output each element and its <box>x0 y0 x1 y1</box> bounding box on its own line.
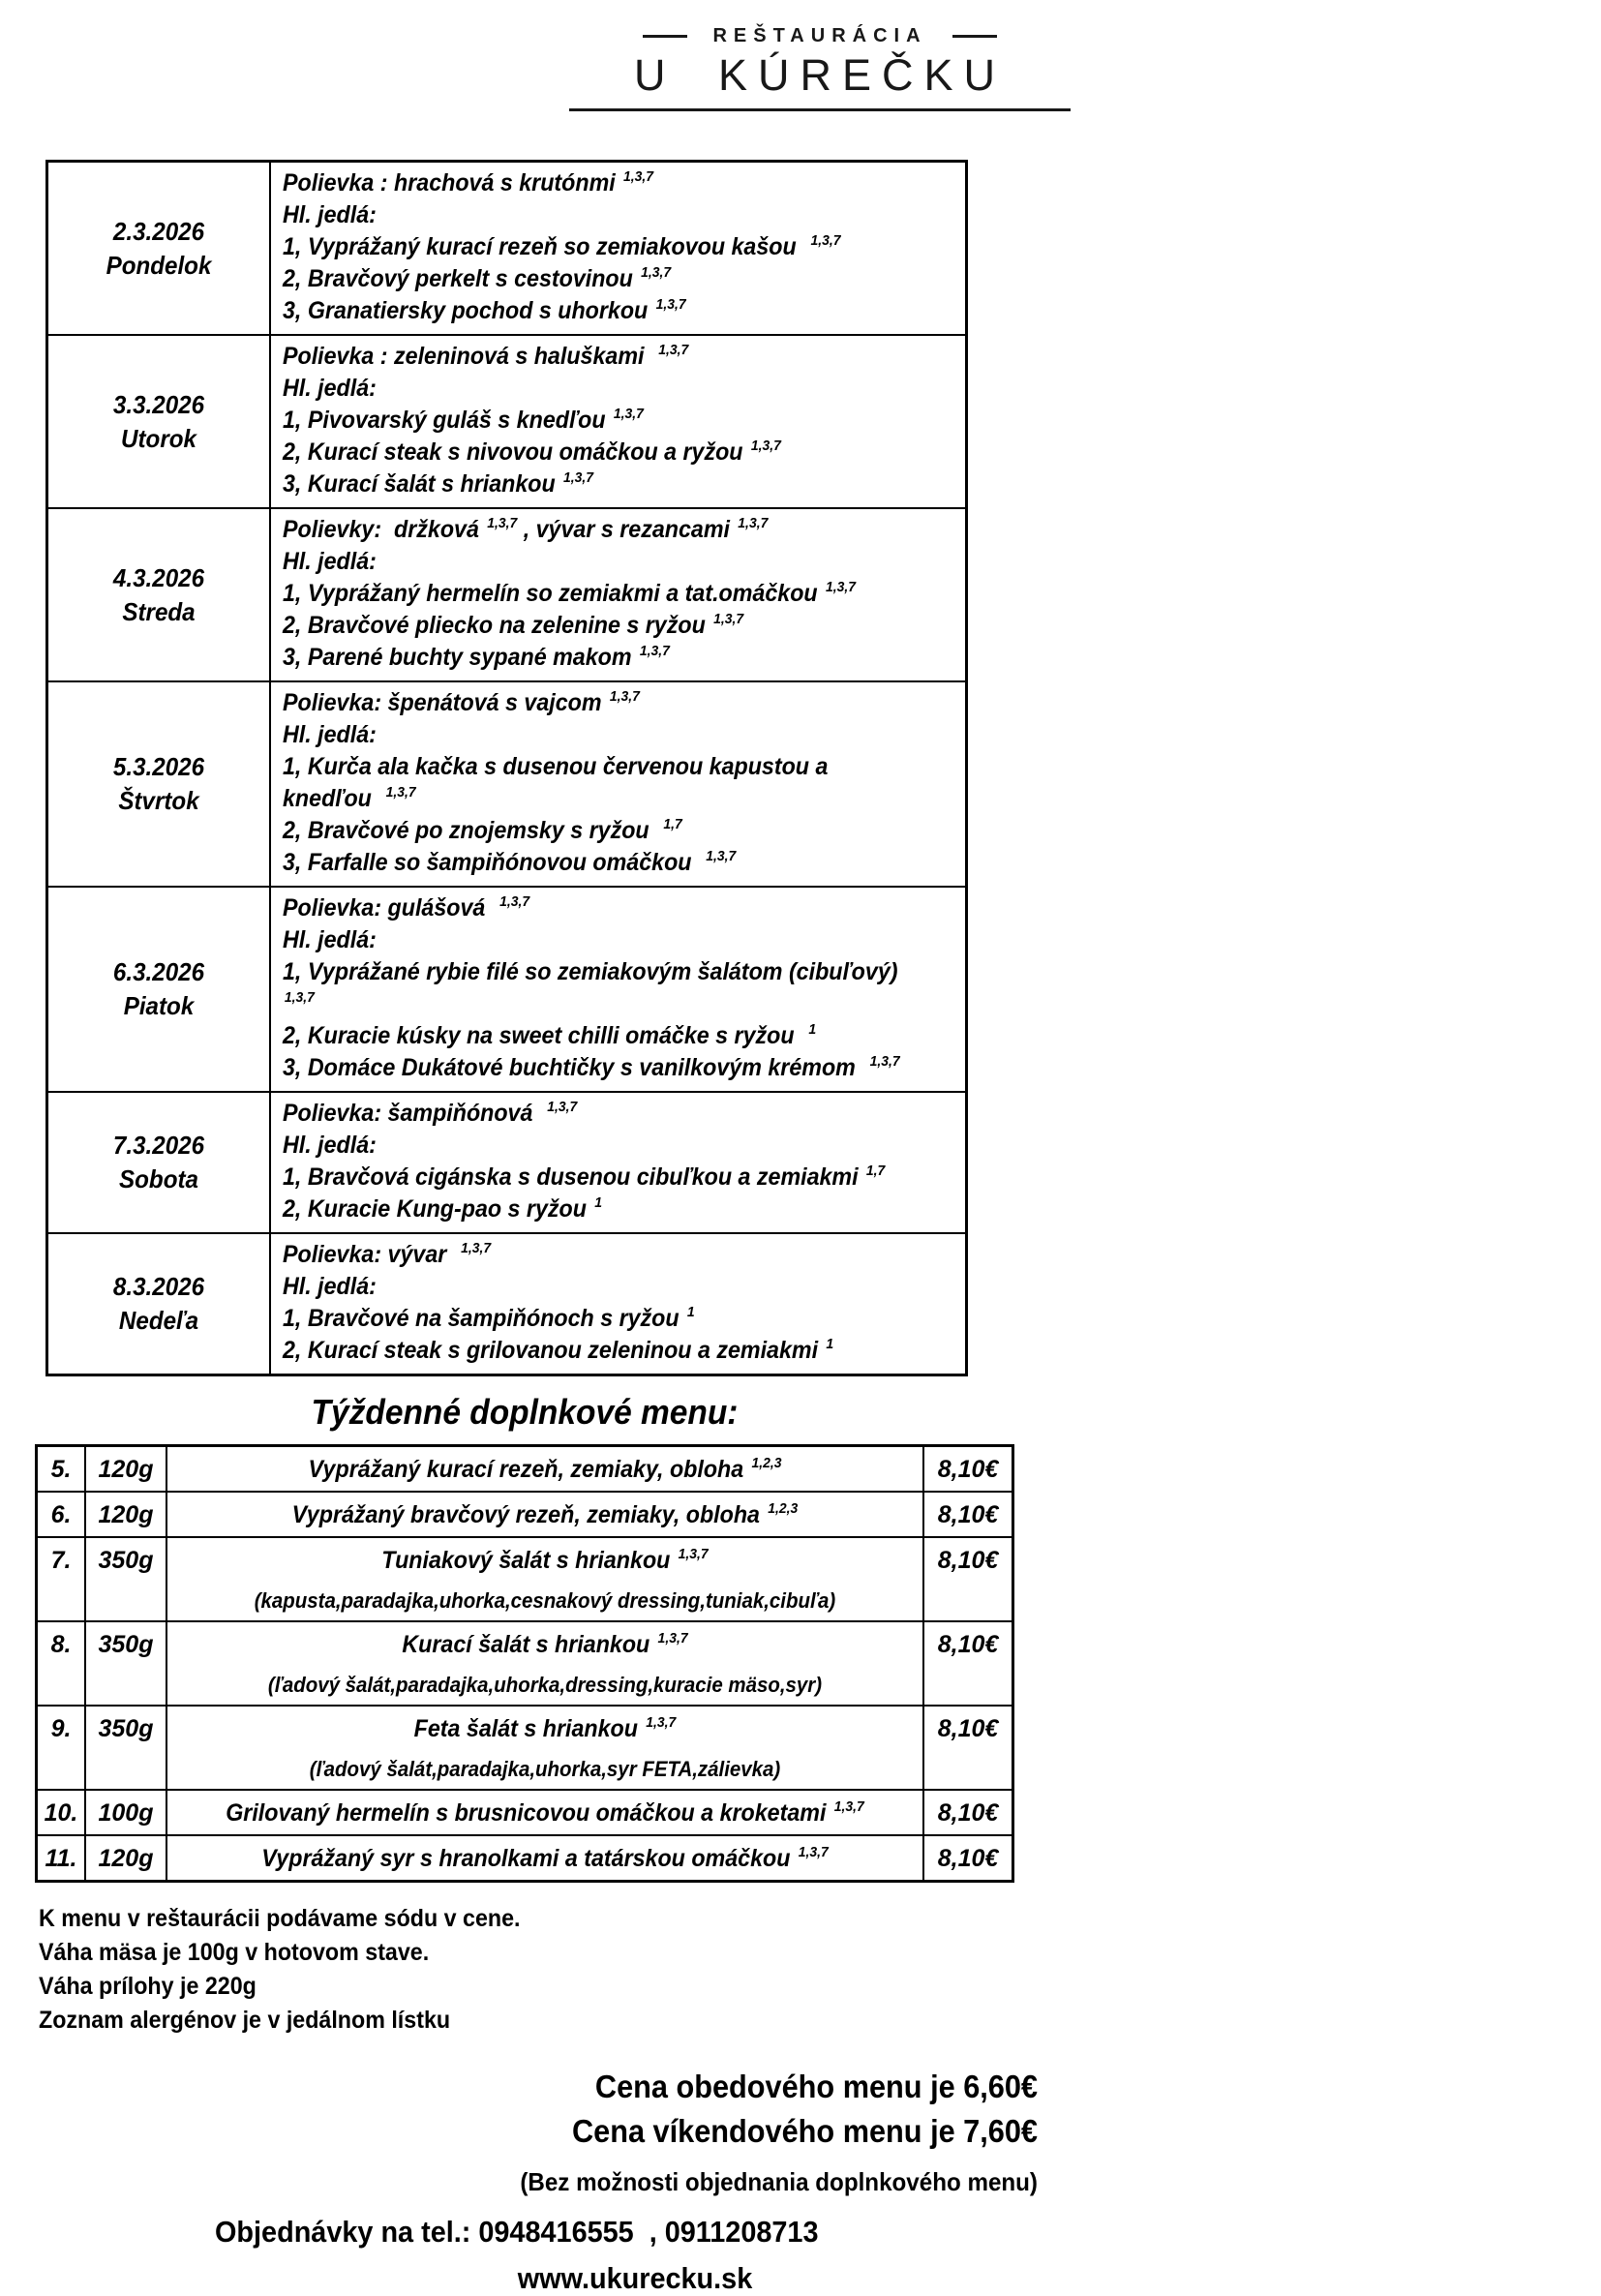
allergen-superscript: 1,3,7 <box>706 847 737 864</box>
allergen-superscript: 1,3,7 <box>869 1052 900 1070</box>
date-label: 2.3.2026 <box>112 216 205 246</box>
allergen-superscript: 1,3,7 <box>810 231 841 249</box>
supplement-row <box>37 1446 1013 1493</box>
allergen-superscript: 1,2,3 <box>768 1499 799 1517</box>
menu-line <box>283 956 910 1020</box>
item-weight: 350g <box>85 1621 166 1706</box>
dish-text: Polievka: gulášová <box>283 894 498 921</box>
day-cell-inner <box>57 388 260 456</box>
allergen-superscript: 1,3,7 <box>738 514 769 531</box>
item-weight: 120g <box>85 1492 166 1537</box>
weekday-label: Nedeľa <box>118 1306 199 1335</box>
week-day-row <box>47 162 967 336</box>
allergen-superscript: 1,3,7 <box>385 783 416 801</box>
item-price: 8,10€ <box>923 1492 1013 1537</box>
lunch-menu-price: Cena obedového menu je 6,60€ <box>594 2069 1038 2104</box>
menu-cell <box>270 1092 967 1233</box>
supplement-row <box>37 1492 1013 1537</box>
dish-text: Hl. jedlá: <box>283 1132 377 1159</box>
menu-line <box>283 847 910 879</box>
supplement-row <box>37 1706 1013 1790</box>
menu-line <box>283 1193 910 1225</box>
dish-text: 1, Pivovarský guláš s knedľou <box>283 407 613 434</box>
item-dish <box>166 1446 923 1493</box>
item-number: 5. <box>37 1446 86 1493</box>
day-cell <box>47 1092 271 1233</box>
day-cell-inner <box>57 1270 260 1338</box>
note-allergens: Zoznam alergénov je v jedálnom lístku <box>39 2007 451 2034</box>
allergen-superscript: 1,7 <box>663 815 682 832</box>
week-day-row <box>47 887 967 1092</box>
day-cell <box>47 681 271 887</box>
dish-text: Hl. jedlá: <box>283 1273 377 1300</box>
menu-line <box>283 1130 910 1162</box>
dish-text: Grilovaný hermelín s brusnicovou omáčkou a kroketami <box>226 1799 832 1827</box>
week-day-row <box>47 508 967 681</box>
dish-text: 2, Kurací steak s grilovanou zeleninou a zemiakmi <box>283 1337 825 1364</box>
dish-text: 3, Parené buchty sypané makom <box>283 644 638 671</box>
dish-line <box>199 1456 891 1484</box>
item-number: 10. <box>37 1790 86 1835</box>
pricing-block <box>0 2065 1038 2197</box>
allergen-superscript: 1,3,7 <box>609 687 640 705</box>
dish-text: Vyprážaný bravčový rezeň, zemiaky, obloha <box>291 1501 767 1528</box>
note-side-weight: Váha prílohy je 220g <box>39 1973 257 2000</box>
menu-line <box>283 1239 910 1271</box>
menu-line <box>283 468 910 500</box>
weekday-label: Piatok <box>123 991 195 1020</box>
dish-text: Polievky: držková <box>283 516 486 543</box>
menu-line <box>283 263 910 295</box>
dish-line <box>199 1547 891 1575</box>
supplement-restriction-note: (Bez možnosti objednania doplnkového menu) <box>520 2167 1038 2196</box>
week-day-row <box>47 1233 967 1375</box>
dish-text: Polievka : hrachová s krutónmi <box>283 169 622 196</box>
dish-text: Hl. jedlá: <box>283 548 377 575</box>
item-price: 8,10€ <box>923 1706 1013 1790</box>
item-number: 6. <box>37 1492 86 1537</box>
dish-ingredients: (ľadový šalát,paradajka,uhorka,dressing,kuracie mäso,syr) <box>267 1673 823 1697</box>
date-label: 8.3.2026 <box>112 1272 205 1301</box>
date-label: 7.3.2026 <box>112 1131 205 1160</box>
menu-line <box>283 578 910 610</box>
menu-line <box>283 687 910 719</box>
supplement-menu-table <box>35 1444 1014 1883</box>
dish-text: 3, Farfalle so šampiňónovou omáčkou <box>283 849 705 876</box>
allergen-superscript: 1,3,7 <box>750 437 781 454</box>
menu-cell <box>270 1233 967 1375</box>
dish-text: , vývar s rezancami <box>517 516 737 543</box>
date-label: 3.3.2026 <box>112 389 205 419</box>
dish-text: 2, Bravčové pliecko na zelenine s ryžou <box>283 612 712 639</box>
menu-line <box>283 199 910 231</box>
dish-text: Feta šalát s hriankou <box>413 1715 645 1742</box>
item-dish <box>166 1621 923 1706</box>
supplement-row <box>37 1790 1013 1835</box>
menu-line <box>283 1098 910 1130</box>
allergen-superscript: 1,3,7 <box>284 988 315 1006</box>
menu-line <box>283 1271 910 1303</box>
allergen-superscript: 1,3,7 <box>657 1629 688 1646</box>
item-dish <box>166 1835 923 1882</box>
dish-text: Vyprážaný kurací rezeň, zemiaky, obloha <box>308 1456 750 1483</box>
menu-cell <box>270 162 967 336</box>
dish-text: Polievka : zeleninová s haluškami <box>283 343 657 370</box>
allergen-superscript: 1,3,7 <box>613 405 644 422</box>
dish-ingredients: (kapusta,paradajka,uhorka,cesnakový dressing,tuniak,cibuľa) <box>254 1588 836 1613</box>
allergen-superscript: 1,3,7 <box>658 341 689 358</box>
weekday-label: Utorok <box>121 423 196 453</box>
weekend-menu-price: Cena víkendového menu je 7,60€ <box>571 2113 1038 2149</box>
menu-line <box>283 405 910 437</box>
day-cell <box>47 335 271 508</box>
dish-text: Hl. jedlá: <box>283 201 377 228</box>
item-price: 8,10€ <box>923 1621 1013 1706</box>
allergen-superscript: 1,3,7 <box>641 263 672 281</box>
allergen-superscript: 1,3,7 <box>678 1545 709 1562</box>
week-day-row <box>47 1092 967 1233</box>
day-cell-inner <box>57 1129 260 1196</box>
dish-text: 2, Bravčové po znojemsky s ryžou <box>283 817 662 844</box>
menu-line <box>283 924 910 956</box>
dish-text: Polievka: vývar <box>283 1241 460 1268</box>
orders-phone-line: Objednávky na tel.: 0948416555 , 0911208713 <box>215 2215 819 2249</box>
allergen-superscript: 1,3,7 <box>798 1843 829 1860</box>
menu-cell <box>270 681 967 887</box>
logo-left-rule <box>643 35 687 38</box>
allergen-superscript: 1,3,7 <box>825 578 856 595</box>
allergen-superscript: 1 <box>808 1020 817 1038</box>
restaurant-type-label: REŠTAURÁCIA <box>712 25 927 46</box>
dish-text: 3, Kurací šalát s hriankou <box>283 470 562 498</box>
menu-line <box>283 892 910 924</box>
dish-text: 1, Vyprážané rybie filé so zemiakovým šalátom (cibuľový) <box>283 958 911 985</box>
day-cell-inner <box>57 750 260 818</box>
menu-line <box>283 815 910 847</box>
menu-line <box>283 167 910 199</box>
item-price: 8,10€ <box>923 1835 1013 1882</box>
menu-line <box>283 295 910 327</box>
dish-text: 3, Granatiersky pochod s uhorkou <box>283 297 654 324</box>
item-weight: 350g <box>85 1706 166 1790</box>
allergen-superscript: 1,3,7 <box>713 610 744 627</box>
weekly-menu-body <box>47 162 967 1375</box>
dish-text: 1, Kurča ala kačka s dusenou červenou kapustou a knedľou <box>283 753 834 812</box>
note-soda: K menu v reštaurácii podávame sódu v cene. <box>39 1905 521 1932</box>
allergen-superscript: 1,7 <box>865 1162 886 1179</box>
restaurant-logo <box>569 25 1071 111</box>
dish-text: 2, Kuracie kúsky na sweet chilli omáčke s ryžou <box>283 1022 807 1049</box>
weekday-label: Streda <box>122 596 196 626</box>
dish-text: Polievka: špenátová s vajcom <box>283 689 608 716</box>
menu-line <box>283 1162 910 1193</box>
menu-line <box>283 642 910 674</box>
dish-text: 1, Vyprážaný kurací rezeň so zemiakovou kašou <box>283 233 809 260</box>
weekday-label: Sobota <box>119 1164 198 1193</box>
allergen-superscript: 1,3,7 <box>461 1239 492 1256</box>
menu-line <box>283 1335 910 1367</box>
item-number: 9. <box>37 1706 86 1790</box>
supplement-row <box>37 1835 1013 1882</box>
dish-text: 2, Bravčový perkelt s cestovinou <box>283 265 640 292</box>
day-cell-inner <box>57 561 260 629</box>
allergen-superscript: 1,3,7 <box>655 295 686 313</box>
menu-line <box>283 1052 910 1084</box>
dish-text: Kurací šalát s hriankou <box>402 1631 656 1658</box>
allergen-superscript: 1,3,7 <box>833 1798 864 1815</box>
day-cell <box>47 508 271 681</box>
allergen-superscript: 1,3,7 <box>639 642 670 659</box>
date-label: 5.3.2026 <box>112 752 205 781</box>
item-price: 8,10€ <box>923 1790 1013 1835</box>
menu-line <box>283 437 910 468</box>
menu-line <box>283 751 910 815</box>
menu-line <box>283 514 910 546</box>
dish-text: Hl. jedlá: <box>283 375 377 402</box>
day-cell-inner <box>57 955 260 1023</box>
dish-text: 1, Bravčové na šampiňónoch s ryžou <box>283 1305 686 1332</box>
item-price: 8,10€ <box>923 1446 1013 1493</box>
item-number: 8. <box>37 1621 86 1706</box>
item-dish <box>166 1537 923 1621</box>
dish-text: 3, Domáce Dukátové buchtičky s vanilkovým krémom <box>283 1054 868 1081</box>
menu-cell <box>270 887 967 1092</box>
dish-text: Polievka: šampiňónová <box>283 1100 546 1127</box>
menu-line <box>283 231 910 263</box>
item-weight: 100g <box>85 1790 166 1835</box>
allergen-superscript: 1,3,7 <box>623 167 654 185</box>
allergen-superscript: 1 <box>594 1193 603 1211</box>
note-meat-weight: Váha mäsa je 100g v hotovom stave. <box>39 1939 430 1966</box>
weekly-menu-table <box>45 160 968 1376</box>
day-cell <box>47 1233 271 1375</box>
item-dish <box>166 1790 923 1835</box>
website-url: www.ukurecku.sk <box>517 2261 753 2295</box>
allergen-superscript: 1,3,7 <box>487 514 518 531</box>
allergen-superscript: 1 <box>686 1303 695 1320</box>
day-cell <box>47 162 271 336</box>
week-day-row <box>47 335 967 508</box>
dish-text: 1, Bravčová cigánska s dusenou cibuľkou a zemiakmi <box>283 1163 865 1191</box>
allergen-superscript: 1,3,7 <box>499 892 530 910</box>
allergen-superscript: 1,3,7 <box>547 1098 578 1115</box>
item-weight: 350g <box>85 1537 166 1621</box>
item-dish <box>166 1706 923 1790</box>
item-number: 7. <box>37 1537 86 1621</box>
item-price: 8,10€ <box>923 1537 1013 1621</box>
dish-text: Vyprážaný syr s hranolkami a tatárskou omáčkou <box>261 1845 797 1872</box>
menu-line <box>283 1303 910 1335</box>
supplement-row <box>37 1537 1013 1621</box>
menu-line <box>283 373 910 405</box>
day-cell <box>47 887 271 1092</box>
dish-text: 2, Kuracie Kung-pao s ryžou <box>283 1195 593 1223</box>
dish-text: Hl. jedlá: <box>283 721 377 748</box>
allergen-superscript: 1,2,3 <box>751 1454 782 1471</box>
allergen-superscript: 1,3,7 <box>563 468 594 486</box>
item-weight: 120g <box>85 1835 166 1882</box>
supplement-menu-body <box>37 1446 1013 1882</box>
date-label: 4.3.2026 <box>112 562 205 592</box>
dish-text: Tuniakový šalát s hriankou <box>381 1547 677 1574</box>
week-day-row <box>47 681 967 887</box>
menu-cell <box>270 508 967 681</box>
item-number: 11. <box>37 1835 86 1882</box>
logo-right-rule <box>952 35 997 38</box>
dish-ingredients: (ľadový šalát,paradajka,uhorka,syr FETA,zálievka) <box>309 1757 781 1781</box>
menu-line <box>283 546 910 578</box>
allergen-superscript: 1 <box>826 1335 834 1352</box>
supplement-row <box>37 1621 1013 1706</box>
menu-cell <box>270 335 967 508</box>
menu-line <box>283 1020 910 1052</box>
dish-text: 1, Vyprážaný hermelín so zemiakmi a tat.omáčkou <box>283 580 825 607</box>
day-cell-inner <box>57 215 260 283</box>
item-weight: 120g <box>85 1446 166 1493</box>
item-dish <box>166 1492 923 1537</box>
supplement-title: Týždenné doplnkové menu: <box>311 1392 739 1432</box>
menu-line <box>283 610 910 642</box>
date-label: 6.3.2026 <box>112 957 205 986</box>
dish-line <box>199 1631 891 1659</box>
menu-line <box>283 719 910 751</box>
logo-top-row <box>569 25 1071 47</box>
dish-text: Hl. jedlá: <box>283 926 377 953</box>
dish-line <box>199 1845 891 1873</box>
allergen-superscript: 1,3,7 <box>646 1713 677 1731</box>
menu-line <box>283 341 910 373</box>
footer-notes <box>39 1902 1601 2038</box>
dish-line <box>199 1501 891 1529</box>
weekday-label: Štvrtok <box>118 786 199 815</box>
dish-line <box>199 1715 891 1743</box>
weekday-label: Pondelok <box>106 250 212 280</box>
dish-line <box>199 1799 891 1828</box>
dish-text: 2, Kurací steak s nivovou omáčkou a ryžou <box>283 438 749 466</box>
restaurant-name: U KÚREČKU <box>633 50 1007 100</box>
